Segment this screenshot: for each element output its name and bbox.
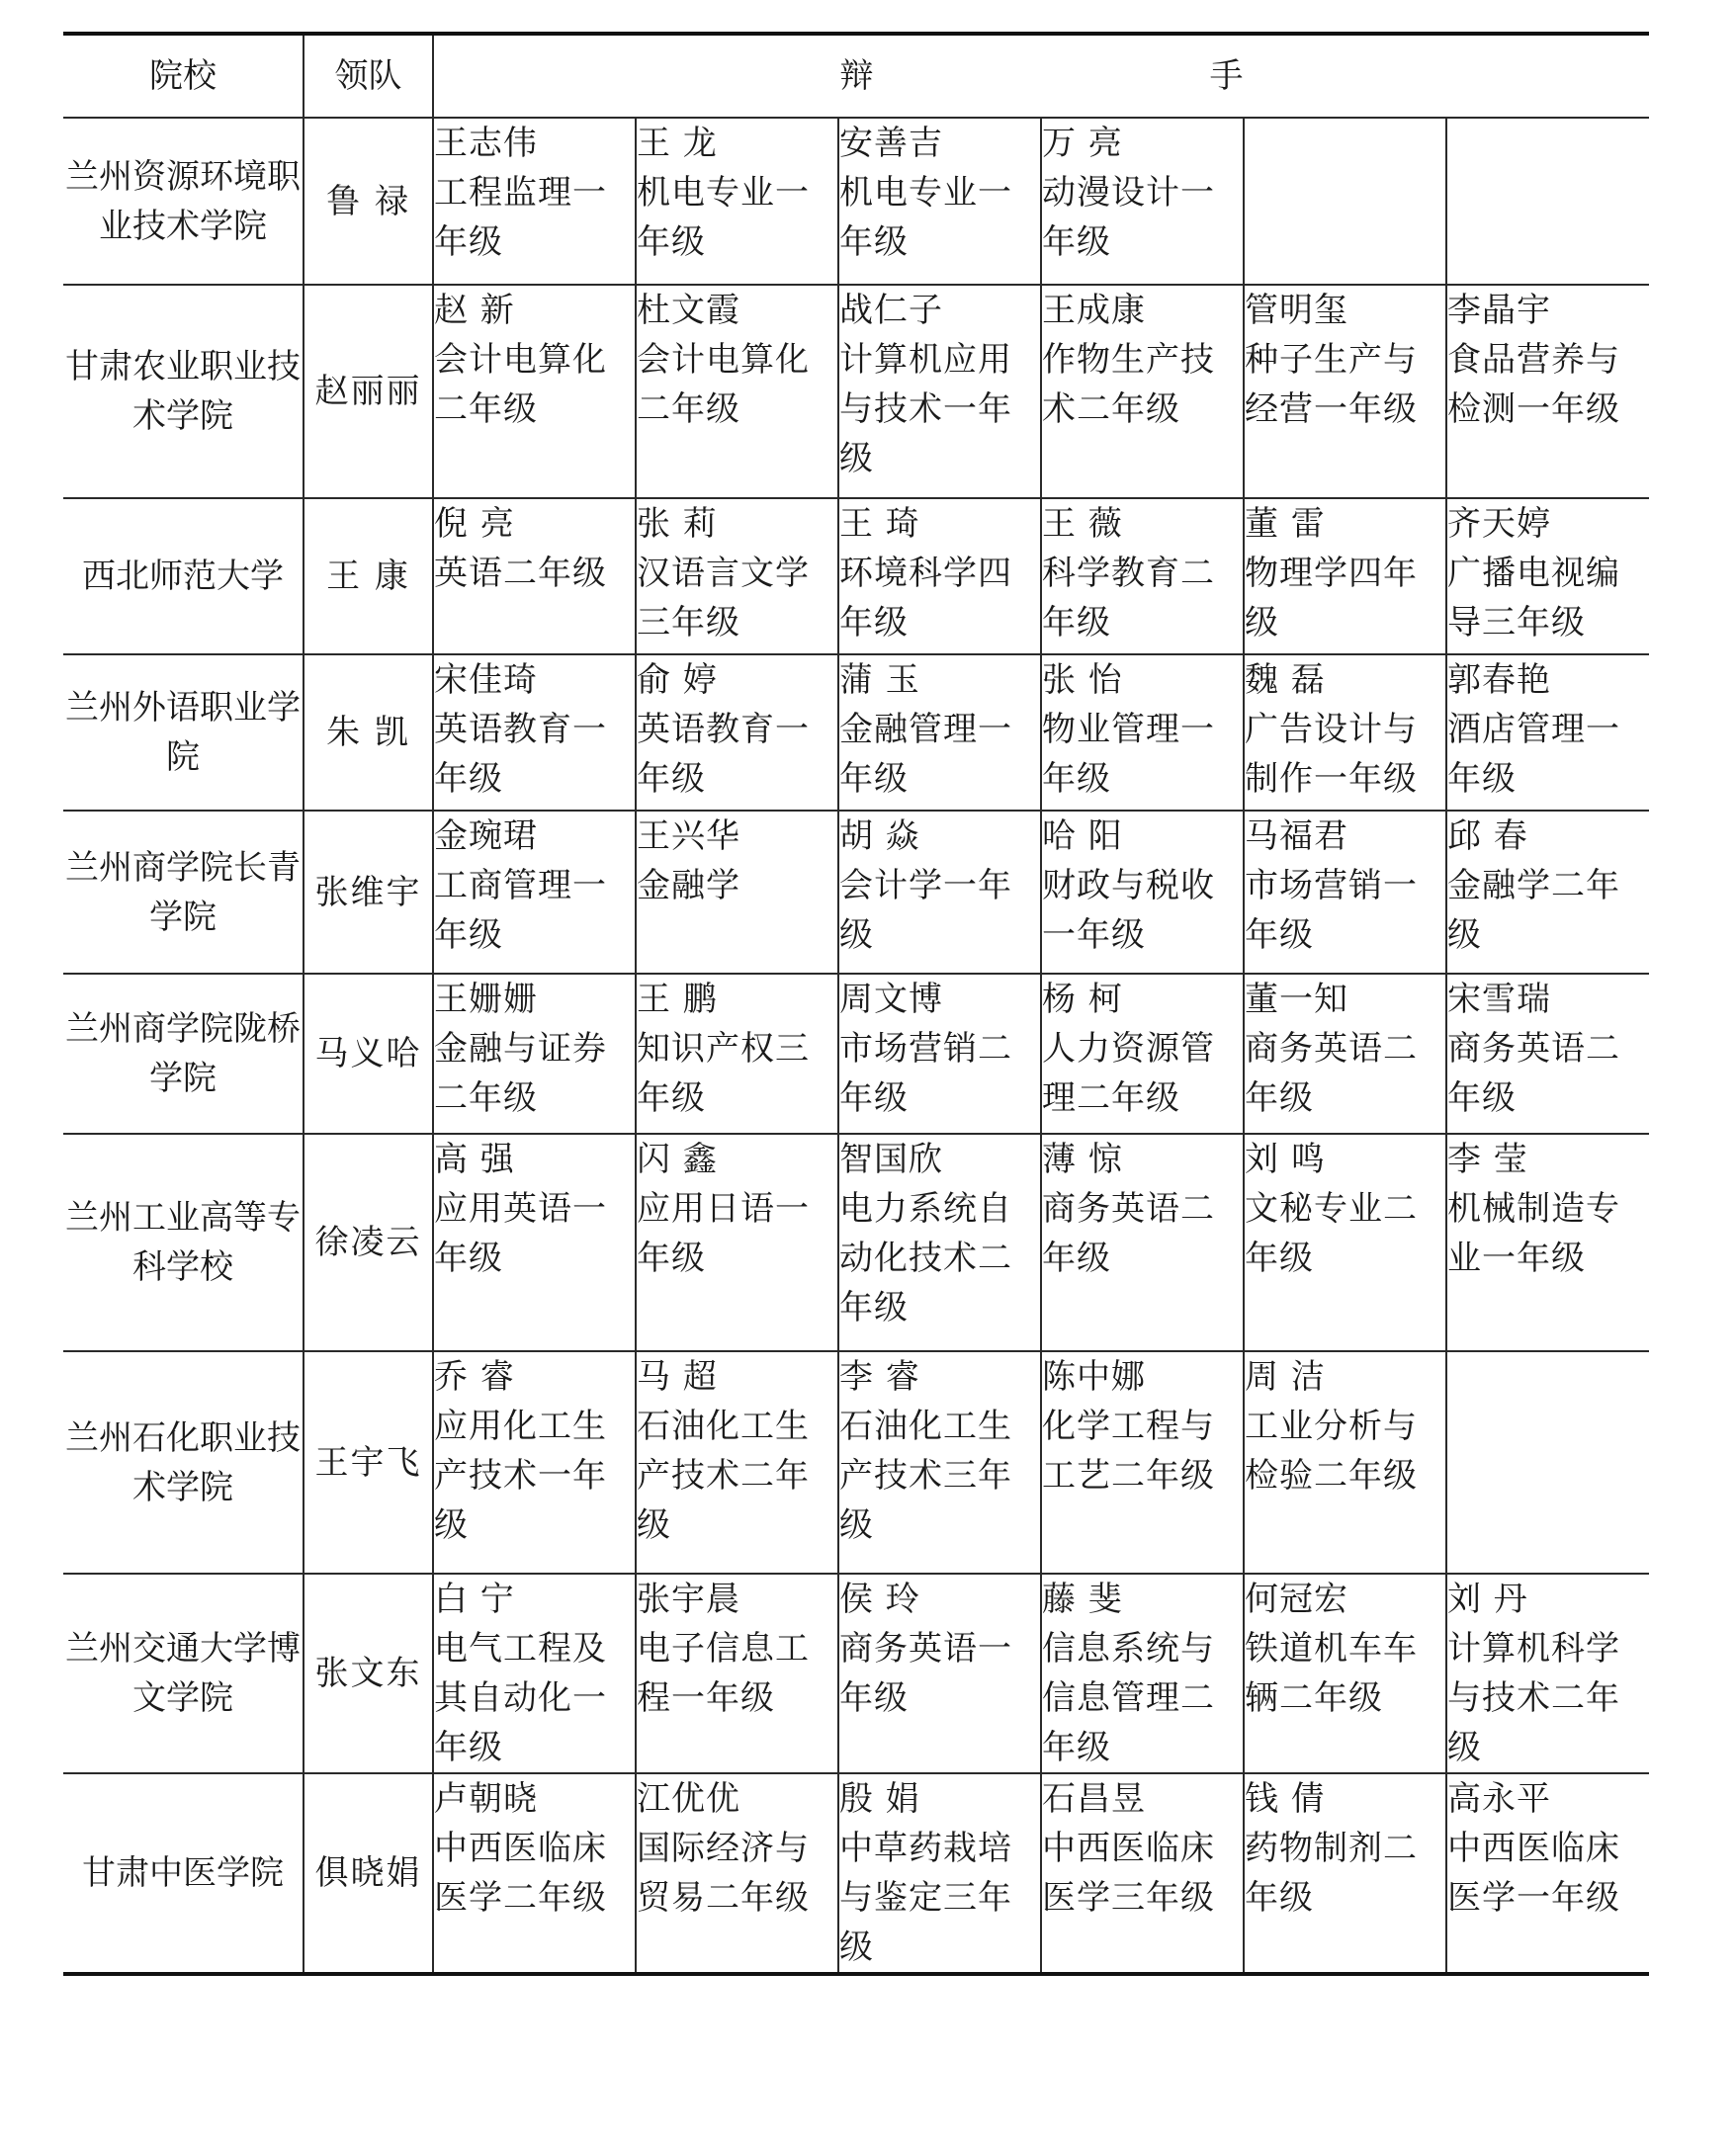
debater-name: 藤 斐 — [1042, 1580, 1123, 1619]
header-school: 院校 — [63, 34, 304, 118]
debater-name: 董一知 — [1245, 980, 1348, 1019]
leader-cell: 马义哈 — [304, 974, 433, 1134]
debater-major: 环境科学四年级 — [839, 554, 1012, 642]
debater-cell — [636, 1134, 838, 1351]
debater-major: 药物制剂二年级 — [1245, 1829, 1418, 1918]
header-debaters-char-1: 辩 — [839, 56, 874, 96]
debater-cell — [433, 118, 636, 285]
debater-name: 侯 玲 — [839, 1580, 920, 1619]
debater-major: 商务英语一年级 — [839, 1629, 1012, 1718]
debater-name: 魏 磊 — [1245, 660, 1326, 700]
debater-major: 英语教育一年级 — [434, 710, 607, 799]
debater-major: 信息系统与信息管理二年级 — [1042, 1629, 1215, 1767]
debater-name: 周 洁 — [1245, 1357, 1326, 1397]
debater-major: 广告设计与制作一年级 — [1245, 710, 1418, 799]
debater-cell — [1244, 654, 1446, 811]
debater-major: 物业管理一年级 — [1042, 710, 1215, 799]
debater-name: 管明玺 — [1245, 291, 1348, 330]
debater-name: 马 超 — [637, 1357, 718, 1397]
debater-cell — [838, 974, 1041, 1134]
school-cell: 甘肃农业职业技术学院 — [63, 285, 304, 498]
leader-cell: 张文东 — [304, 1574, 433, 1773]
debater-major: 工业分析与检验二年级 — [1245, 1407, 1418, 1496]
debater-major: 中西医临床医学一年级 — [1447, 1829, 1620, 1918]
debater-name: 倪 亮 — [434, 504, 515, 544]
debater-name: 王成康 — [1042, 291, 1146, 330]
debater-cell — [636, 118, 838, 285]
debater-cell — [1244, 811, 1446, 974]
debater-cell — [636, 654, 838, 811]
debater-name: 王 琦 — [839, 504, 920, 544]
debater-major: 机电专业一年级 — [637, 173, 810, 262]
debater-name: 王 薇 — [1042, 504, 1123, 544]
debater-major: 市场营销二年级 — [839, 1029, 1012, 1118]
debater-major: 计算机科学与技术二年级 — [1447, 1629, 1620, 1767]
debater-cell — [433, 1134, 636, 1351]
debater-name: 安善吉 — [839, 124, 943, 163]
debater-cell — [1041, 1574, 1244, 1773]
debater-major: 财政与税收一年级 — [1042, 866, 1215, 955]
debater-cell — [1446, 811, 1649, 974]
debater-major: 广播电视编导三年级 — [1447, 554, 1620, 642]
debater-cell — [1446, 1574, 1649, 1773]
debater-cell — [433, 1773, 636, 1974]
debater-cell — [1041, 811, 1244, 974]
debater-major: 商务英语二年级 — [1245, 1029, 1418, 1118]
debater-name: 胡 焱 — [839, 816, 920, 856]
debater-cell — [636, 1574, 838, 1773]
debater-name: 石昌昱 — [1042, 1779, 1146, 1819]
school-cell: 兰州工业高等专科学校 — [63, 1134, 304, 1351]
debater-cell — [1041, 1134, 1244, 1351]
table-row — [63, 498, 1649, 654]
debater-name: 杜文霞 — [637, 291, 740, 330]
debater-cell — [1244, 1134, 1446, 1351]
debater-name: 张宇晨 — [637, 1580, 740, 1619]
debate-roster-table — [63, 32, 1649, 1976]
debater-name: 赵 新 — [434, 291, 515, 330]
debater-cell — [1041, 654, 1244, 811]
debater-cell — [636, 1351, 838, 1574]
table-row — [63, 285, 1649, 498]
debater-name: 战仁子 — [839, 291, 943, 330]
debater-cell — [1041, 285, 1244, 498]
leader-cell: 朱 凯 — [304, 654, 433, 811]
debater-major: 应用化工生产技术一年级 — [434, 1407, 607, 1545]
debater-name: 乔 睿 — [434, 1357, 515, 1397]
school-cell: 兰州商学院陇桥学院 — [63, 974, 304, 1134]
debater-major: 计算机应用与技术一年级 — [839, 340, 1012, 478]
debater-name: 王 鹏 — [637, 980, 718, 1019]
debater-cell — [1446, 1134, 1649, 1351]
debater-major: 金融学二年级 — [1447, 866, 1620, 955]
debater-cell — [1446, 285, 1649, 498]
debater-major: 商务英语二年级 — [1447, 1029, 1620, 1118]
debater-name: 李 莹 — [1447, 1140, 1528, 1179]
debater-major: 文秘专业二年级 — [1245, 1189, 1418, 1278]
table-row — [63, 654, 1649, 811]
debater-cell — [1446, 974, 1649, 1134]
table-row — [63, 974, 1649, 1134]
leader-cell: 王 康 — [304, 498, 433, 654]
debater-cell — [636, 1773, 838, 1974]
debater-major: 中草药栽培与鉴定三年级 — [839, 1829, 1012, 1967]
debater-cell — [433, 654, 636, 811]
debater-cell — [1446, 1351, 1649, 1574]
debater-name: 智国欣 — [839, 1140, 943, 1179]
debater-cell — [1244, 285, 1446, 498]
school-cell: 兰州资源环境职业技术学院 — [63, 118, 304, 285]
debater-cell — [433, 811, 636, 974]
debater-cell — [1244, 974, 1446, 1134]
header-leader: 领队 — [304, 34, 433, 118]
debater-major: 会计学一年级 — [839, 866, 1012, 955]
school-cell: 西北师范大学 — [63, 498, 304, 654]
roster-body — [63, 118, 1649, 1974]
header-debaters-char-2: 手 — [1209, 56, 1244, 96]
debater-cell — [1446, 498, 1649, 654]
debater-name: 杨 柯 — [1042, 980, 1123, 1019]
debater-major: 中西医临床医学二年级 — [434, 1829, 607, 1918]
debater-cell — [1244, 498, 1446, 654]
debater-name: 卢朝晓 — [434, 1779, 538, 1819]
debater-major: 铁道机车车辆二年级 — [1245, 1629, 1418, 1718]
debater-major: 英语教育一年级 — [637, 710, 810, 799]
debater-name: 薄 惊 — [1042, 1140, 1123, 1179]
debater-major: 化学工程与工艺二年级 — [1042, 1407, 1215, 1496]
debater-name: 何冠宏 — [1245, 1580, 1348, 1619]
debater-major: 国际经济与贸易二年级 — [637, 1829, 810, 1918]
school-cell: 兰州商学院长青学院 — [63, 811, 304, 974]
debater-cell — [838, 654, 1041, 811]
debater-major: 会计电算化二年级 — [637, 340, 810, 429]
debater-major: 应用日语一年级 — [637, 1189, 810, 1278]
leader-cell: 赵丽丽 — [304, 285, 433, 498]
debater-cell — [838, 811, 1041, 974]
debater-name: 宋佳琦 — [434, 660, 538, 700]
school-cell: 兰州交通大学博文学院 — [63, 1574, 304, 1773]
debater-name: 李晶宇 — [1447, 291, 1551, 330]
school-cell: 兰州外语职业学院 — [63, 654, 304, 811]
table-row — [63, 118, 1649, 285]
debater-cell — [838, 1773, 1041, 1974]
debater-name: 钱 倩 — [1245, 1779, 1326, 1819]
debater-cell — [1244, 118, 1446, 285]
debater-major: 科学教育二年级 — [1042, 554, 1215, 642]
debater-name: 马福君 — [1245, 816, 1348, 856]
debater-name: 董 雷 — [1245, 504, 1326, 544]
debater-name: 郭春艳 — [1447, 660, 1551, 700]
debater-cell — [433, 1574, 636, 1773]
school-cell: 甘肃中医学院 — [63, 1773, 304, 1974]
debater-name: 高 强 — [434, 1140, 515, 1179]
debater-cell — [1446, 118, 1649, 285]
debater-name: 白 宁 — [434, 1580, 515, 1619]
debater-major: 动漫设计一年级 — [1042, 173, 1215, 262]
debater-name: 刘 鸣 — [1245, 1140, 1326, 1179]
leader-cell: 张维宇 — [304, 811, 433, 974]
header-debaters — [433, 34, 1649, 118]
debater-cell — [838, 1134, 1041, 1351]
debater-cell — [1041, 1773, 1244, 1974]
debater-cell — [636, 498, 838, 654]
debater-name: 周文博 — [839, 980, 943, 1019]
table-row — [63, 811, 1649, 974]
debater-name: 王志伟 — [434, 124, 538, 163]
debater-name: 蒲 玉 — [839, 660, 920, 700]
debater-cell — [1244, 1351, 1446, 1574]
debater-cell — [1041, 118, 1244, 285]
debater-major: 工程监理一年级 — [434, 173, 607, 262]
debater-major: 金融与证券二年级 — [434, 1029, 607, 1118]
debater-name: 王兴华 — [637, 816, 740, 856]
debater-cell — [1041, 498, 1244, 654]
debater-major: 中西医临床医学三年级 — [1042, 1829, 1215, 1918]
debater-cell — [838, 1574, 1041, 1773]
table-row — [63, 1351, 1649, 1574]
debater-cell — [1446, 654, 1649, 811]
debater-major: 商务英语二年级 — [1042, 1189, 1215, 1278]
debater-major: 英语二年级 — [434, 554, 607, 593]
debater-cell — [636, 974, 838, 1134]
debater-name: 闪 鑫 — [637, 1140, 718, 1179]
debater-name: 俞 婷 — [637, 660, 718, 700]
debater-cell — [1041, 974, 1244, 1134]
debater-cell — [1446, 1773, 1649, 1974]
table-row — [63, 1134, 1649, 1351]
debater-cell — [433, 974, 636, 1134]
leader-cell: 徐凌云 — [304, 1134, 433, 1351]
debater-major: 石油化工生产技术三年级 — [839, 1407, 1012, 1545]
debater-cell — [838, 285, 1041, 498]
school-cell: 兰州石化职业技术学院 — [63, 1351, 304, 1574]
debater-cell — [636, 285, 838, 498]
debater-cell — [1244, 1574, 1446, 1773]
leader-cell: 俱晓娟 — [304, 1773, 433, 1974]
debater-name: 陈中娜 — [1042, 1357, 1146, 1397]
debater-name: 宋雪瑞 — [1447, 980, 1551, 1019]
debater-major: 知识产权三年级 — [637, 1029, 810, 1118]
debater-name: 殷 娟 — [839, 1779, 920, 1819]
debater-cell — [433, 498, 636, 654]
debater-name: 刘 丹 — [1447, 1580, 1528, 1619]
debater-major: 会计电算化二年级 — [434, 340, 607, 429]
table-row — [63, 1773, 1649, 1974]
debater-major: 作物生产技术二年级 — [1042, 340, 1215, 429]
debater-name: 齐天婷 — [1447, 504, 1551, 544]
debater-major: 应用英语一年级 — [434, 1189, 607, 1278]
table-row — [63, 1574, 1649, 1773]
debater-major: 市场营销一年级 — [1245, 866, 1418, 955]
debater-name: 哈 阳 — [1042, 816, 1123, 856]
debater-cell — [433, 285, 636, 498]
debater-cell — [433, 1351, 636, 1574]
debater-major: 食品营养与检测一年级 — [1447, 340, 1620, 429]
debater-name: 万 亮 — [1042, 124, 1123, 163]
debater-major: 人力资源管理二年级 — [1042, 1029, 1215, 1118]
debater-major: 电气工程及其自动化一年级 — [434, 1629, 607, 1767]
debater-name: 江优优 — [637, 1779, 740, 1819]
debater-major: 种子生产与经营一年级 — [1245, 340, 1418, 429]
leader-cell: 王宇飞 — [304, 1351, 433, 1574]
debater-name: 李 睿 — [839, 1357, 920, 1397]
debater-name: 张 莉 — [637, 504, 718, 544]
leader-cell: 鲁 禄 — [304, 118, 433, 285]
debater-major: 工商管理一年级 — [434, 866, 607, 955]
debater-name: 王姗姗 — [434, 980, 538, 1019]
header-row — [63, 34, 1649, 118]
debater-name: 王 龙 — [637, 124, 718, 163]
debater-major: 电子信息工程一年级 — [637, 1629, 810, 1718]
debater-major: 石油化工生产技术二年级 — [637, 1407, 810, 1545]
debater-cell — [838, 498, 1041, 654]
debater-name: 高永平 — [1447, 1779, 1551, 1819]
debater-major: 金融学 — [637, 866, 740, 905]
debater-name: 金琬珺 — [434, 816, 538, 856]
debater-major: 机械制造专业一年级 — [1447, 1189, 1620, 1278]
debater-major: 电力系统自动化技术二年级 — [839, 1189, 1012, 1327]
debater-name: 邱 春 — [1447, 816, 1528, 856]
debater-major: 酒店管理一年级 — [1447, 710, 1620, 799]
debater-cell — [1244, 1773, 1446, 1974]
debater-cell — [838, 118, 1041, 285]
debater-major: 金融管理一年级 — [839, 710, 1012, 799]
debater-cell — [636, 811, 838, 974]
debater-major: 汉语言文学三年级 — [637, 554, 810, 642]
debater-cell — [1041, 1351, 1244, 1574]
debater-major: 机电专业一年级 — [839, 173, 1012, 262]
debater-name: 张 怡 — [1042, 660, 1123, 700]
debater-cell — [838, 1351, 1041, 1574]
debater-major: 物理学四年级 — [1245, 554, 1418, 642]
